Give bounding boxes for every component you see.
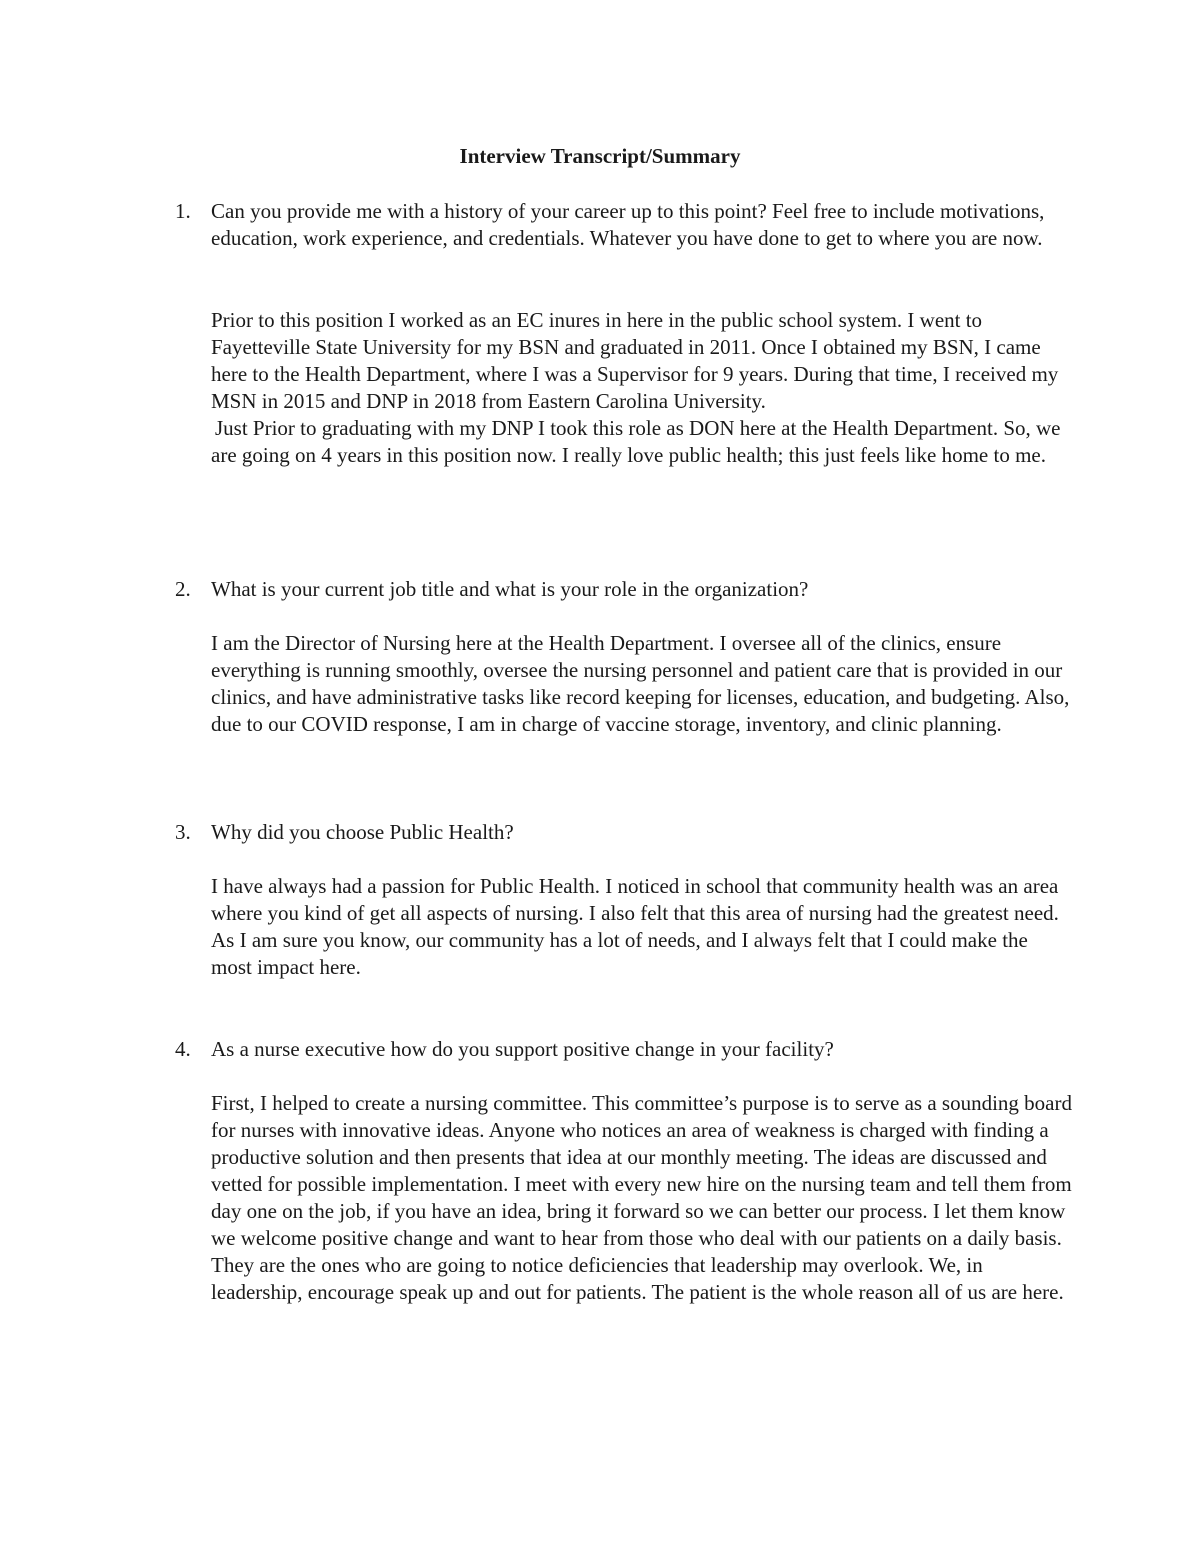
answer-text <box>211 307 1073 469</box>
answer-paragraph: First, I helped to create a nursing committee. This committee’s purpose is to serve as a sounding board for nurses with innovative ideas. Anyone who notices an area of weakness is charged with finding a productive solution and then presents that idea at our monthly meeting. The ideas are discussed and vetted for possible implementation. I meet with every new hire on the nursing team and tell them from day one on the job, if you have an idea, bring it forward so we can better our process. I let them know we welcome positive change and want to hear from those who deal with our patients on a daily basis. They are the ones who are going to notice deficiencies that leadership may overlook. We, in leadership, encourage speak up and out for patients. The patient is the whole reason all of us are here. <box>211 1091 1072 1304</box>
answer-paragraph: Prior to this position I worked as an EC inures in here in the public school system. I went to Fayetteville State University for my BSN and graduated in 2011. Once I obtained my BSN, I came here to the Health Department, where I was a Supervisor for 9 years. During that time, I received my MSN in 2015 and DNP in 2018 from Eastern Carolina University. <box>211 308 1059 413</box>
question-text: As a nurse executive how do you support positive change in your facility? <box>211 1037 834 1061</box>
answer-text <box>211 1090 1073 1306</box>
item-number: 4. <box>175 1037 191 1061</box>
item-number: 2. <box>175 577 191 601</box>
answer-text <box>211 873 1073 981</box>
answer-paragraph: I have always had a passion for Public Health. I noticed in school that community health was an area where you kind of get all aspects of nursing. I also felt that this area of nursing had the greatest need. As I am sure you know, our community has a lot of needs, and I always felt that I could make the most impact here. <box>211 874 1059 979</box>
question-text: Can you provide me with a history of your career up to this point? Feel free to include motivations, education, work experience, and credentials. Whatever you have done to get to where you are now. <box>211 199 1045 250</box>
question-text: What is your current job title and what is your role in the organization? <box>211 577 809 601</box>
item-number: 1. <box>175 199 191 223</box>
document-title: Interview Transcript/Summary <box>459 144 741 168</box>
item-number: 3. <box>175 820 191 844</box>
question-text: Why did you choose Public Health? <box>211 820 514 844</box>
answer-paragraph: I am the Director of Nursing here at the Health Department. I oversee all of the clinics, ensure everything is running smoothly, oversee the nursing personnel and patient care that is provided in our clinics, and have administrative tasks like record keeping for licenses, education, and budgeting. Also, due to our COVID response, I am in charge of vaccine storage, inventory, and clinic planning. <box>211 631 1070 736</box>
answer-text <box>211 630 1073 738</box>
answer-paragraph: Just Prior to graduating with my DNP I took this role as DON here at the Health Department. So, we are going on 4 years in this position now. I really love public health; this just feels like home to me. <box>211 416 1061 467</box>
